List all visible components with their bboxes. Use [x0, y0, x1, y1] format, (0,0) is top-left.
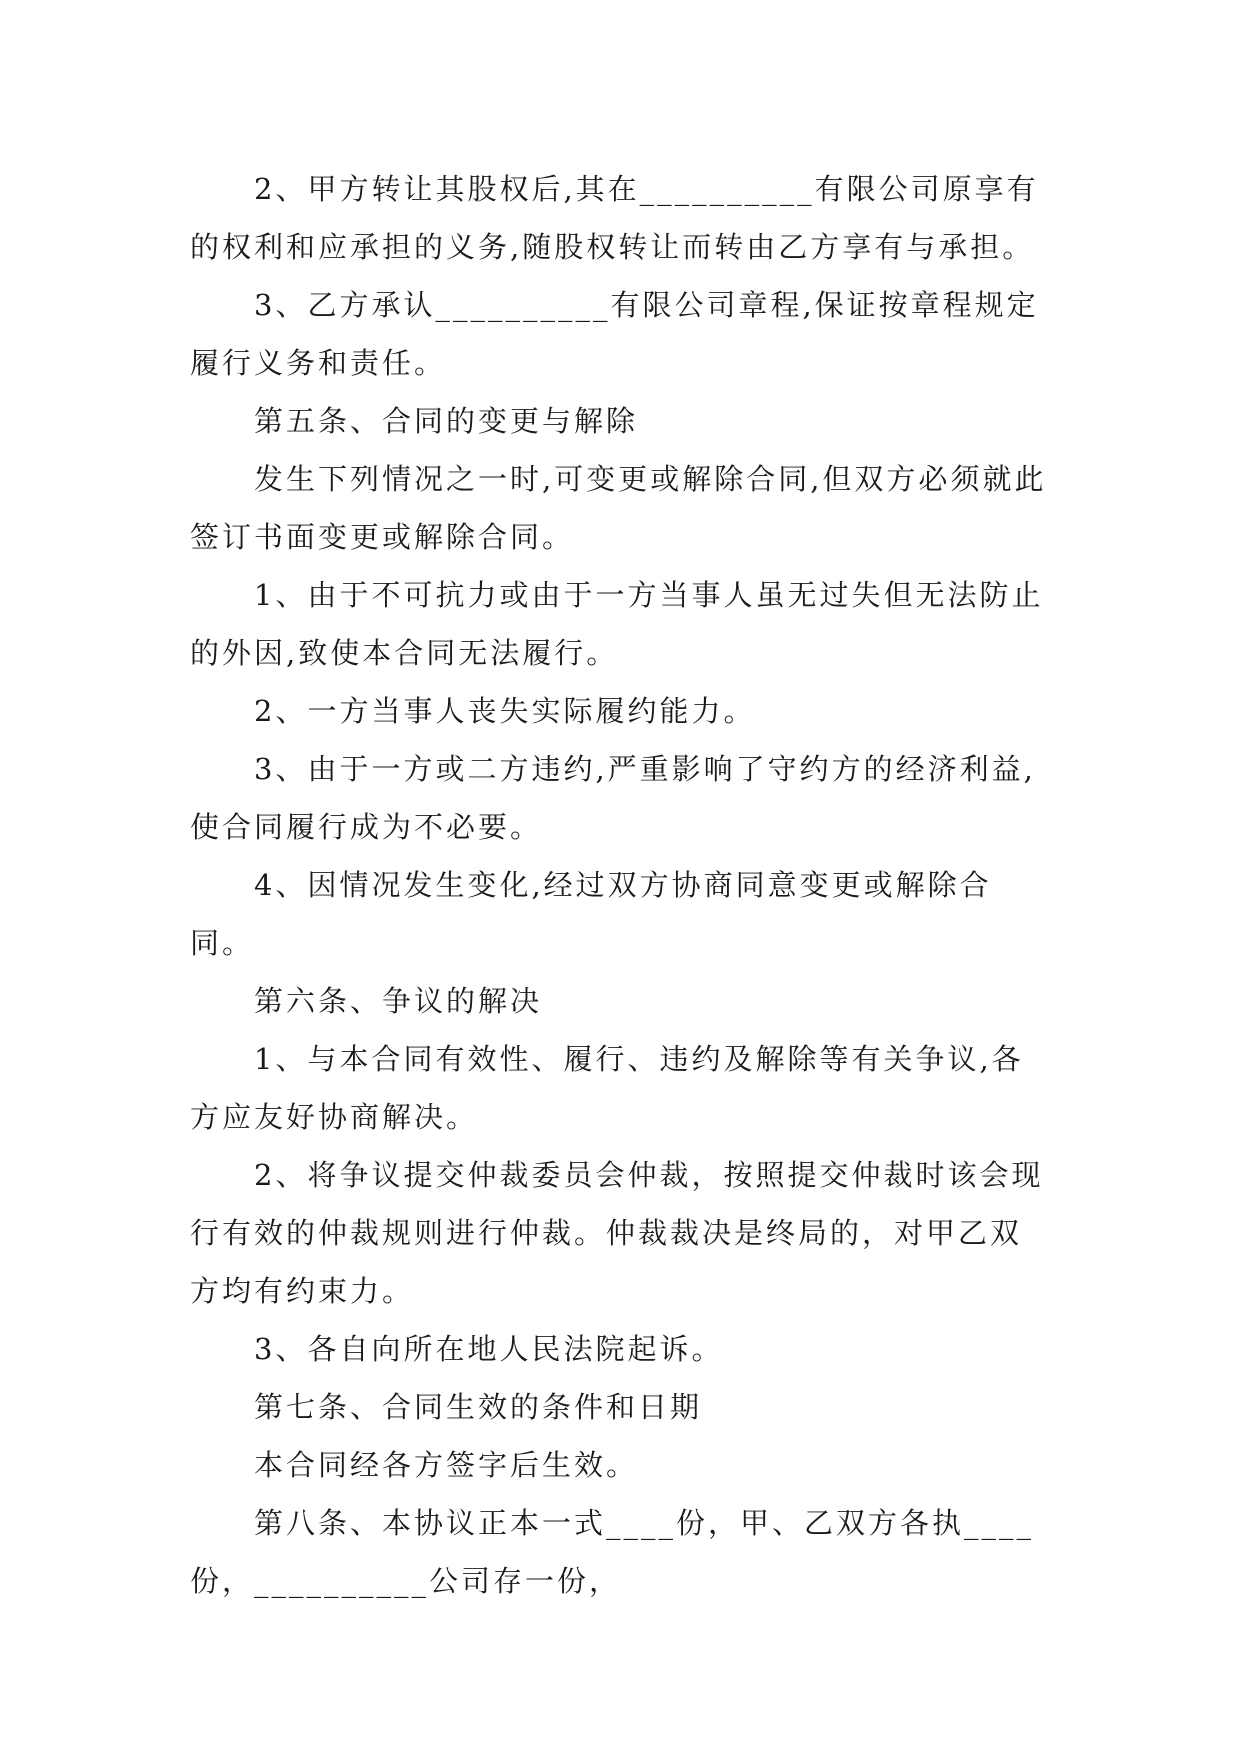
article-6-heading: 第六条、争议的解决 — [254, 984, 543, 1018]
paragraph-acknowledge-charter: 3、乙方承认__________有限公司章程,保证按章程规定履行义务和责任。 — [190, 288, 1039, 380]
paragraph-breach: 3、由于一方或二方违约,严重影响了守约方的经济利益,使合同履行成为不必要。 — [190, 752, 1036, 844]
paragraph-force-majeure: 1、由于不可抗力或由于一方当事人虽无过失但无法防止的外因,致使本合同无法履行。 — [190, 578, 1044, 670]
paragraph-litigation: 3、各自向所在地人民法院起诉。 — [254, 1332, 724, 1366]
document-body — [190, 160, 1050, 1610]
paragraph-lost-capacity: 2、一方当事人丧失实际履约能力。 — [254, 694, 756, 728]
article-5-heading: 第五条、合同的变更与解除 — [254, 404, 639, 438]
paragraph-transfer-rights: 2、甲方转让其股权后,其在__________有限公司原享有的权利和应承担的义务,随股权转让而转由乙方享有与承担。 — [190, 172, 1039, 264]
paragraph-negotiation: 1、与本合同有效性、履行、违约及解除等有关争议,各方应友好协商解决。 — [190, 1042, 1024, 1134]
article-7-heading: 第七条、合同生效的条件和日期 — [254, 1390, 703, 1424]
paragraph-change-conditions: 发生下列情况之一时,可变更或解除合同,但双方必须就此签订书面变更或解除合同。 — [190, 462, 1047, 554]
paragraph-mutual-agreement: 4、因情况发生变化,经过双方协商同意变更或解除合同。 — [190, 868, 992, 960]
paragraph-arbitration: 2、将争议提交仲裁委员会仲裁，按照提交仲裁时该会现行有效的仲裁规则进行仲裁。仲裁裁决是终局的，对甲乙双方均有约束力。 — [190, 1158, 1044, 1308]
paragraph-effective: 本合同经各方签字后生效。 — [254, 1448, 639, 1482]
paragraph-article-8: 第八条、本协议正本一式____份，甲、乙双方各执____份，__________公司存一份， — [190, 1506, 1035, 1598]
